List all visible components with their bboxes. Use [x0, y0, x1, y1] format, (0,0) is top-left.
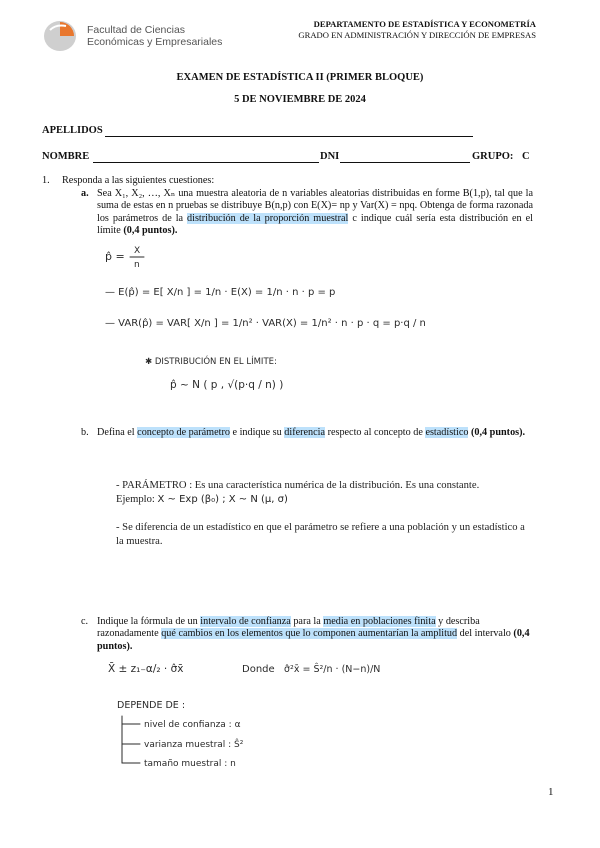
item-b-t2: e indique su [229, 427, 285, 438]
dni-line[interactable] [340, 162, 470, 163]
item-c-points: (0,4 puntos). [97, 628, 530, 652]
apellidos-label: APELLIDOS [42, 125, 103, 136]
logo-emblem-icon [42, 18, 82, 54]
logo-line-1: Facultad de Ciencias [87, 24, 186, 36]
item-b-t1: Defina el [97, 427, 138, 438]
svg-text:X: X [134, 246, 141, 256]
hw-a-line4: ✱ DISTRIBUCIÓN EN EL LÍMITE: [145, 357, 277, 367]
item-b-example-label: Ejemplo: [116, 494, 155, 505]
item-a-label: a. [81, 188, 89, 199]
item-a-text-post: c indique cuál sería esta distribución en el límite [97, 212, 533, 237]
item-b-hl3: estadístico [425, 427, 469, 438]
department-name: DEPARTAMENTO DE ESTADÍSTICA Y ECONOMETRÍA [313, 19, 536, 29]
item-c-label: c. [81, 616, 89, 627]
hw-a-line1: p̂ = [105, 250, 125, 263]
page-number: 1 [548, 786, 554, 798]
faculty-logo [42, 18, 242, 54]
item-b-answer-1: - PARÁMETRO : Es una característica numérica de la distribución. Es una constante. [116, 480, 480, 491]
item-c-hl3: qué cambios en los elementos que lo componen aumentarían la amplitud [161, 628, 458, 640]
item-c-handwritten-answer [100, 650, 430, 775]
hw-c-donde: Donde [242, 664, 275, 675]
dni-label: DNI [320, 151, 340, 162]
item-b-answer-example [116, 493, 540, 507]
item-a-highlight: distribución de la proporción muestral [187, 212, 349, 224]
grupo-value: C [522, 151, 530, 162]
item-b-example-hw: X ~ Exp (β₀) ; X ~ N (μ, σ) [157, 494, 288, 505]
question-number: 1. [42, 175, 50, 186]
item-b-t3: respecto al concepto de [325, 427, 426, 438]
grupo-label: GRUPO: [472, 151, 514, 162]
item-c-hl1: intervalo de confianza [200, 616, 291, 627]
exam-title: EXAMEN DE ESTADÍSTICA II (PRIMER BLOQUE) [176, 72, 424, 83]
item-c-t3: y describa razonadamente [97, 616, 480, 640]
item-a-text-pre: Sea X₁, X₂, …, Xₙ una muestra aleatoria de n variables aleatorias distribuidas en forme B(1,p), tal que la suma de estas en n pruebas se distribuye B(n,p) con E(X)= np y Var(X) = npq. Obtenga de forma razonada los parámetros de la [97, 188, 533, 224]
degree-name: GRADO EN ADMINISTRACIÓN Y DIRECCIÓN DE EMPRESAS [298, 30, 536, 40]
item-b-points: (0,4 puntos). [468, 427, 526, 438]
hw-c-depende: DEPENDE DE : [117, 700, 186, 711]
hw-a-line2: — E(p̂) = E[ X/n ] = 1/n · E(X) = 1/n · n · p = p [105, 287, 336, 298]
hw-c-item3: tamaño muestral : n [144, 759, 236, 769]
item-b-hl1: concepto de parámetro [137, 427, 230, 438]
question-intro: Responda a las siguientes cuestiones: [62, 175, 215, 186]
hw-c-item2: varianza muestral : Ŝ² [144, 740, 244, 750]
logo-line-2: Económicas y Empresariales [87, 36, 223, 48]
item-a-text [97, 188, 533, 238]
hw-c-formula2: σ̂²x̄ = Ŝ²/n · (N−n)/N [284, 664, 381, 675]
item-b-hl2: diferencia [284, 427, 326, 438]
hw-c-item1: nivel de confianza : α [144, 720, 241, 730]
item-a-points: (0,4 puntos). [123, 225, 178, 237]
nombre-label: NOMBRE [42, 151, 90, 162]
item-c-text [97, 616, 539, 653]
exam-date: 5 DE NOVIEMBRE DE 2024 [234, 94, 366, 105]
item-c-t2: para la [290, 616, 324, 627]
department-header [250, 19, 536, 41]
nombre-line[interactable] [93, 162, 319, 163]
hw-a-line5: p̂ ~ N ( p , √(p·q / n) ) [170, 379, 284, 391]
svg-text:n: n [134, 260, 140, 270]
item-c-t4: del intervalo [457, 628, 514, 640]
item-b-answer-2: - Se diferencia de un estadístico en que el parámetro se refiere a una población y un estadístico a la muestra. [116, 522, 525, 547]
hw-c-formula: X̄ ± z₁₋α/₂ · σ̂x̄ [108, 663, 184, 675]
item-c-hl2: media en poblaciones finita [323, 616, 436, 627]
item-b-label: b. [81, 427, 89, 438]
apellidos-line[interactable] [105, 136, 473, 137]
item-a-handwritten-answer [100, 240, 430, 400]
item-c-t1: Indique la fórmula de un [97, 616, 201, 627]
item-b-text [97, 427, 537, 439]
hw-a-line3: — VAR(p̂) = VAR[ X/n ] = 1/n² · VAR(X) = 1/n² · n · p · q = p·q / n [105, 318, 426, 329]
